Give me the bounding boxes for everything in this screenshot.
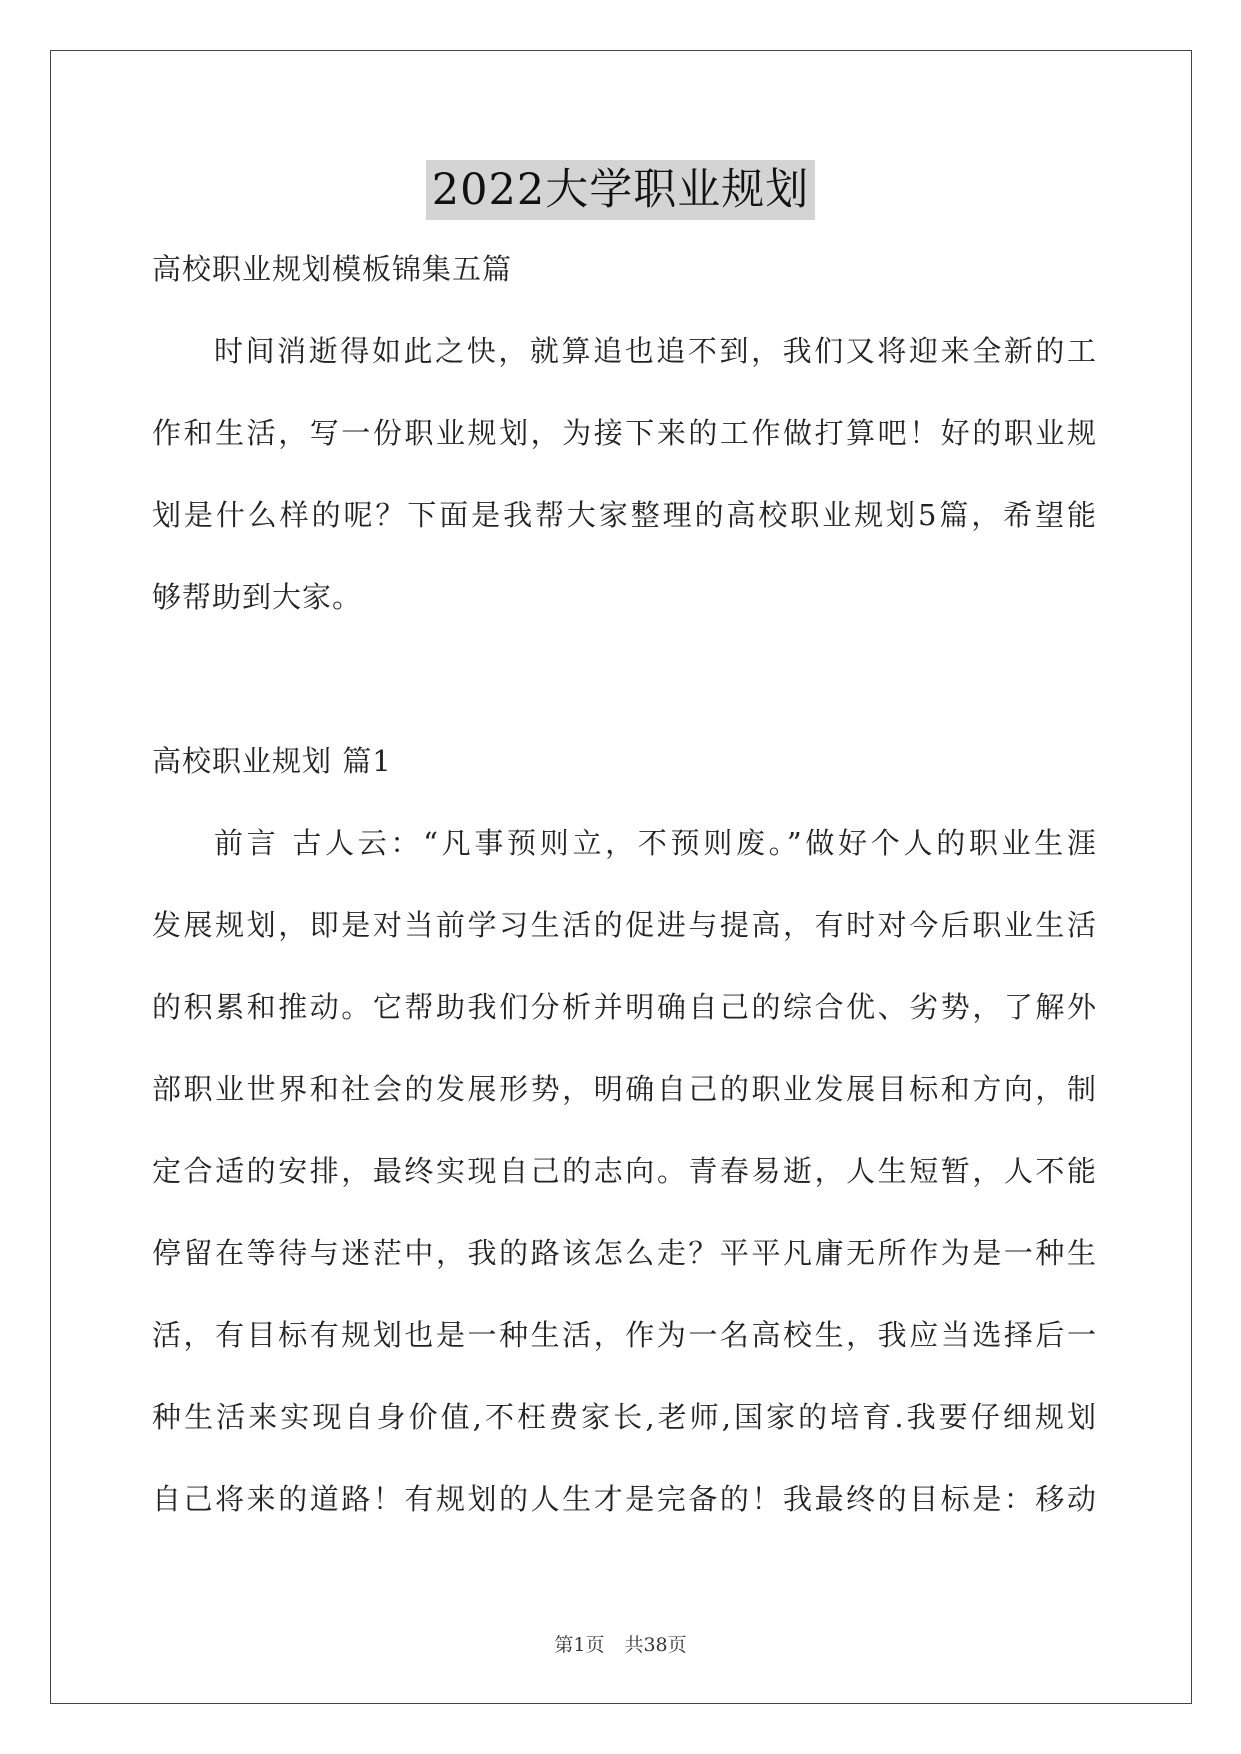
body-line: 前言 古人云：“凡事预则立，不预则废。”做好个人的职业生涯 — [214, 826, 1097, 860]
intro-line: 时间消逝得如此之快，就算追也追不到，我们又将迎来全新的工 — [214, 334, 1097, 368]
body-line: 部职业世界和社会的发展形势，明确自己的职业发展目标和方向，制 — [152, 1072, 1097, 1106]
document-subtitle: 高校职业规划模板锦集五篇 — [152, 252, 513, 286]
paragraph-gap — [152, 638, 1097, 720]
body-line: 停留在等待与迷茫中，我的路该怎么走？平平凡庸无所作为是一种生 — [152, 1236, 1097, 1270]
intro-line: 划是什么样的呢？下面是我帮大家整理的高校职业规划5篇，希望能 — [152, 498, 1097, 532]
page-footer — [0, 1630, 1241, 1657]
body-line: 种生活来实现自身价值,不枉费家长,老师,国家的培育.我要仔细规划 — [152, 1400, 1097, 1434]
page-number: 第1页 — [554, 1634, 605, 1656]
page-total: 共38页 — [624, 1634, 687, 1656]
intro-line: 够帮助到大家。 — [152, 580, 363, 614]
body-line: 自己将来的道路！有规划的人生才是完备的！我最终的目标是：移动 — [152, 1482, 1097, 1516]
intro-line: 作和生活，写一份职业规划，为接下来的工作做打算吧！好的职业规 — [152, 416, 1097, 450]
body-line: 定合适的安排，最终实现自己的志向。青春易逝，人生短暂，人不能 — [152, 1154, 1097, 1188]
document-title: 2022大学职业规划 — [426, 160, 815, 220]
section-heading: 高校职业规划 篇1 — [152, 744, 392, 778]
body-line: 发展规划，即是对当前学习生活的促进与提高，有时对今后职业生活 — [152, 908, 1097, 942]
document-body — [152, 228, 1097, 1540]
title-container — [0, 160, 1241, 220]
body-line: 活，有目标有规划也是一种生活，作为一名高校生，我应当选择后一 — [152, 1318, 1097, 1352]
body-line: 的积累和推动。它帮助我们分析并明确自己的综合优、劣势，了解外 — [152, 990, 1097, 1024]
